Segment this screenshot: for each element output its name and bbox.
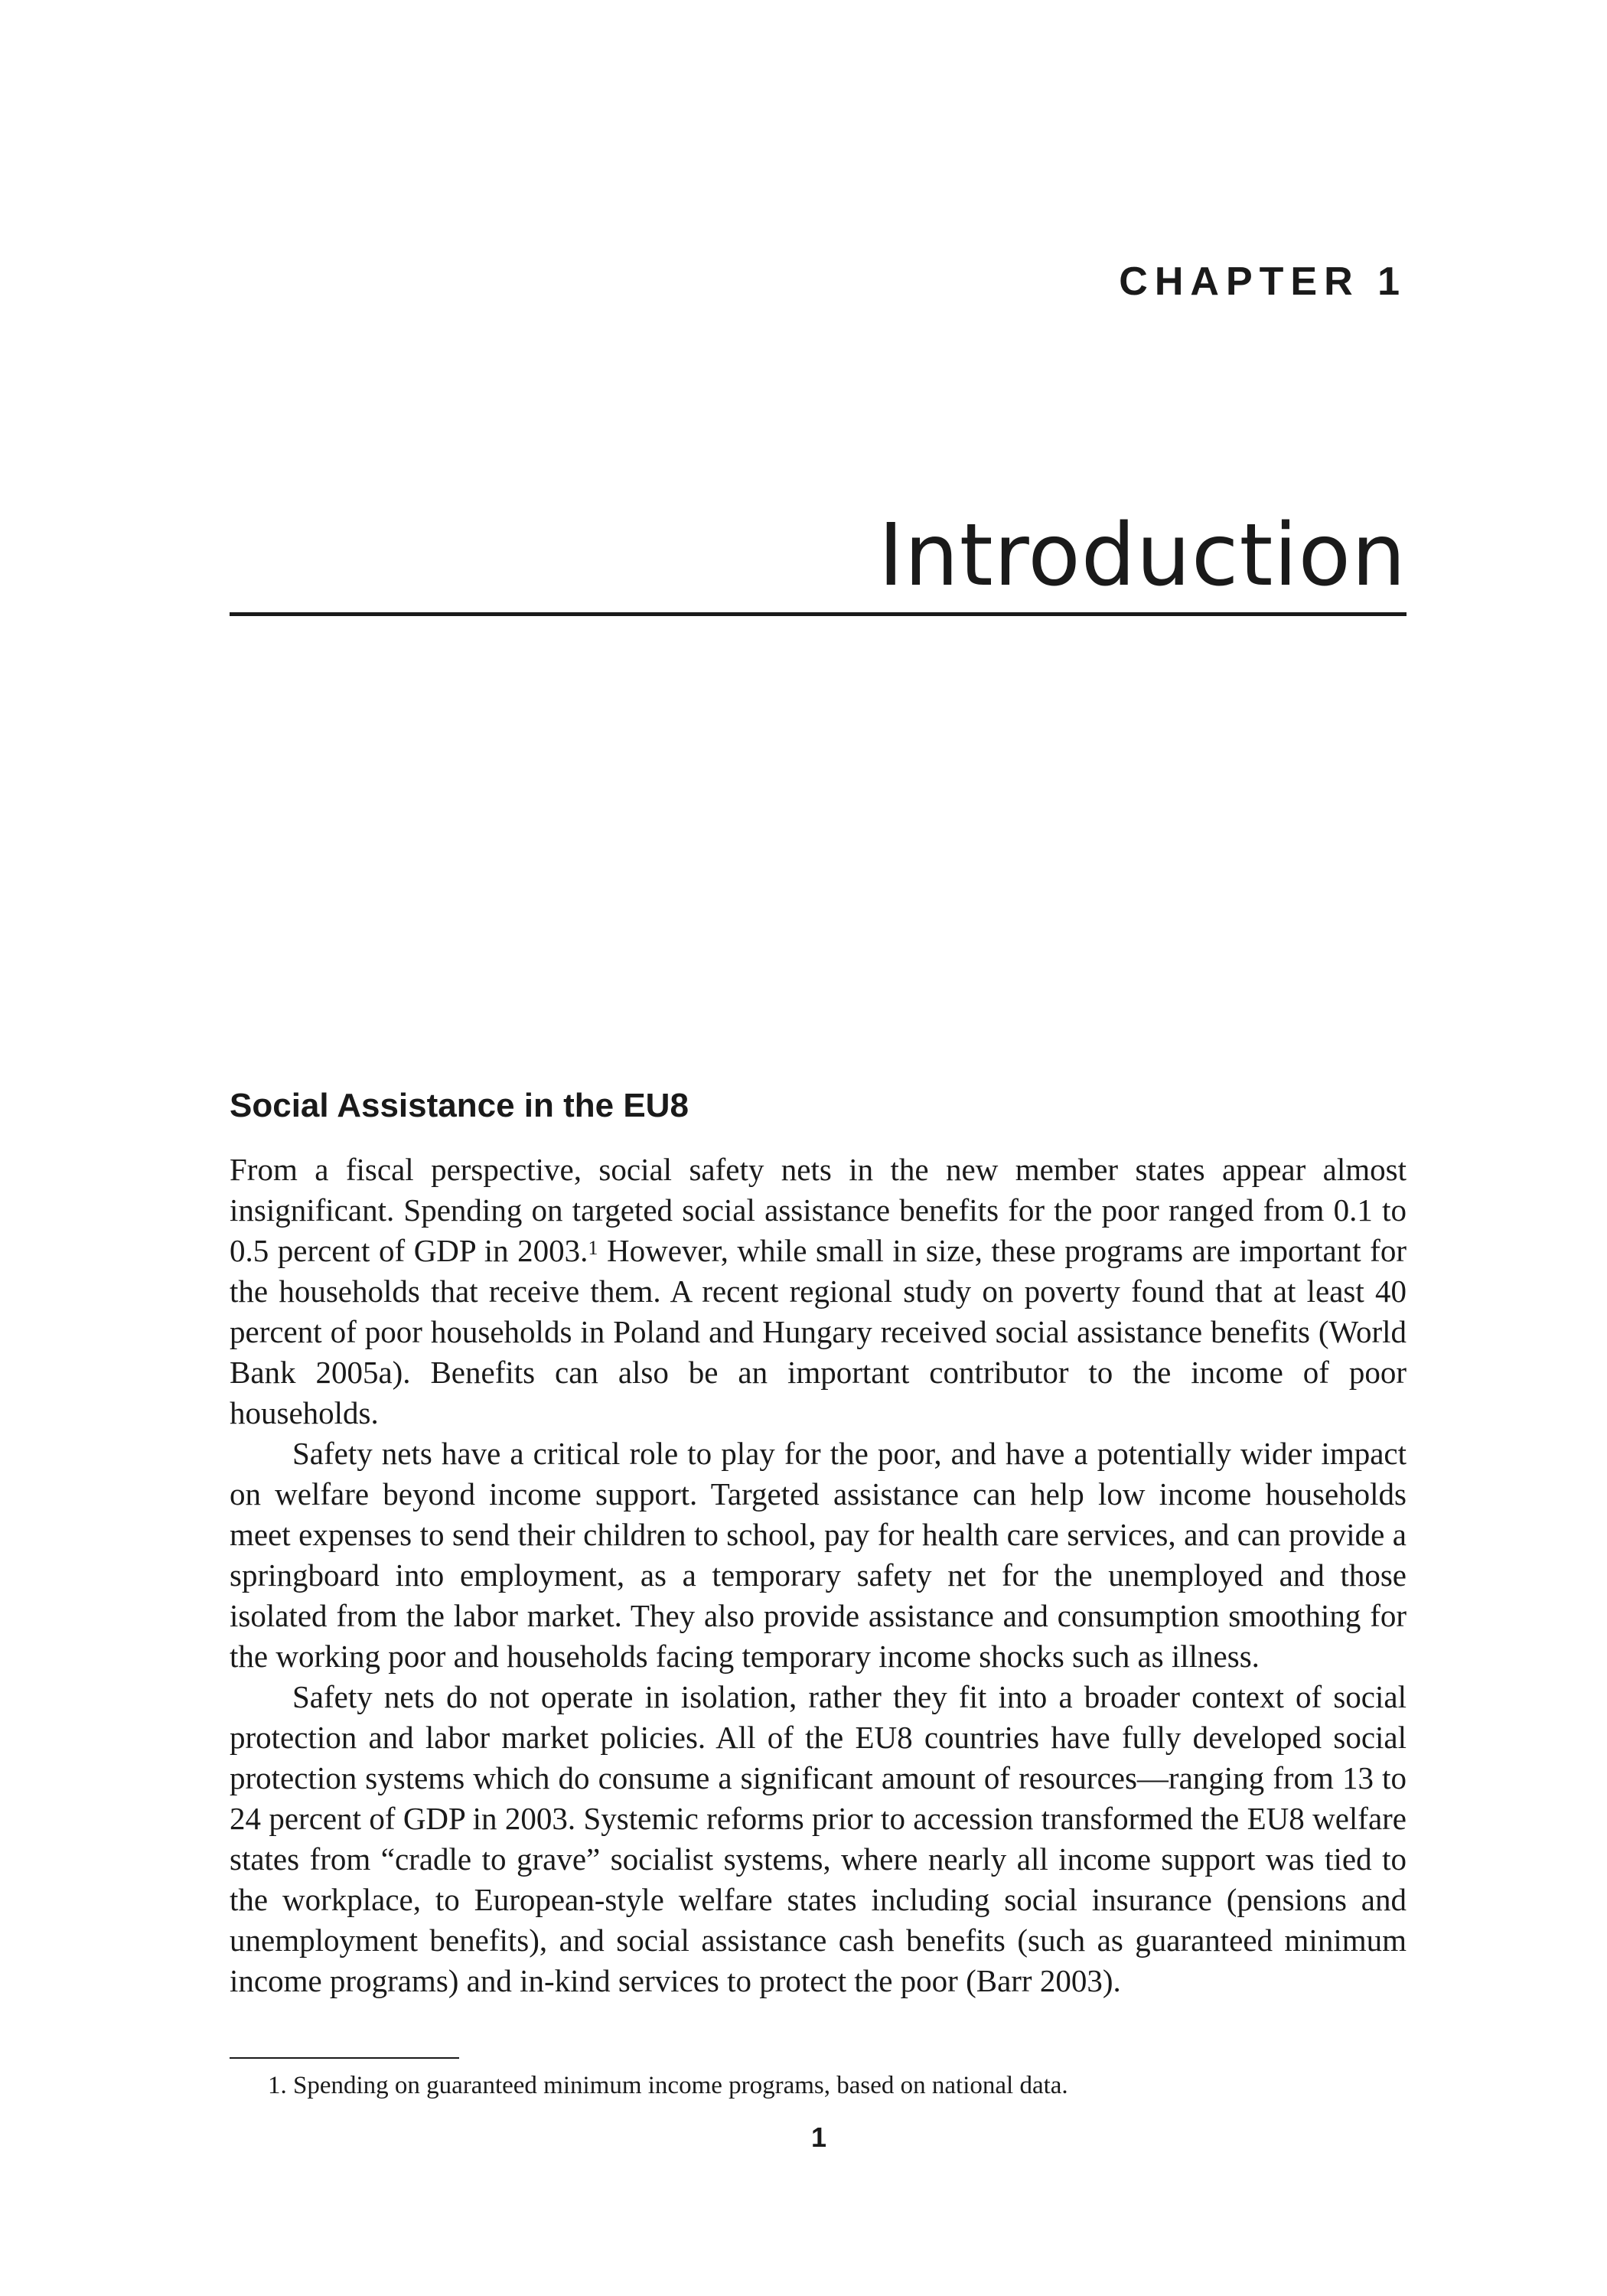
body-text <box>230 1150 1407 2001</box>
section-heading: Social Assistance in the EU8 <box>230 1087 689 1124</box>
page-number: 1 <box>810 2122 827 2153</box>
paragraph-1 <box>230 1150 1407 1433</box>
chapter-label: CHAPTER 1 <box>1119 259 1407 304</box>
paragraph-1-text-a: From a fiscal perspective, social safety nets in the new member states appear almost insignificant. Spending on targeted social assistance benefits for the poor ranged from 0.1 to 0.5 percent of GDP in 2003. <box>230 1152 1407 1268</box>
footnote: 1. Spending on guaranteed minimum income programs, based on national data. <box>268 2072 1068 2099</box>
paragraph-3: Safety nets do not operate in isolation, rather they fit into a broader context of social protection and labor market policies. All of the EU8 countries have fully developed social protection systems which do consume a significant amount of resources—ranging from 13 to 24 percent of GDP in 2003. Systemic reforms prior to accession transformed the EU8 welfare states from “cradle to grave” socialist systems, where nearly all income support was tied to the workplace, to European-style welfare states including social insurance (pensions and unemployment benefits), and social assistance cash benefits (such as guaranteed minimum income programs) and in-kind services to protect the poor (Barr 2003). <box>230 1679 1407 1998</box>
paragraph-2: Safety nets have a critical role to play for the poor, and have a potentially wider impact on welfare beyond income support. Targeted assistance can help low income households meet expenses to send their children to school, pay for health care services, and can provide a springboard into employment, as a temporary safety net for the unemployed and those isolated from the labor market. They also provide assistance and consumption smoothing for the working poor and households facing temporary income shocks such as illness. <box>230 1436 1407 1674</box>
chapter-title: Introduction <box>878 506 1407 605</box>
footnote-divider <box>230 2057 459 2059</box>
paragraph-1-text-b: However, while small in size, these programs are important for the households that receive them. A recent regional study on poverty found that at least 40 percent of poor households in Poland and Hungary received social assistance benefits (World Bank 2005a). Benefits can also be an important contributor to the income of poor households. <box>230 1233 1407 1430</box>
title-divider <box>230 612 1407 616</box>
footnote-reference: 1 <box>588 1237 598 1259</box>
